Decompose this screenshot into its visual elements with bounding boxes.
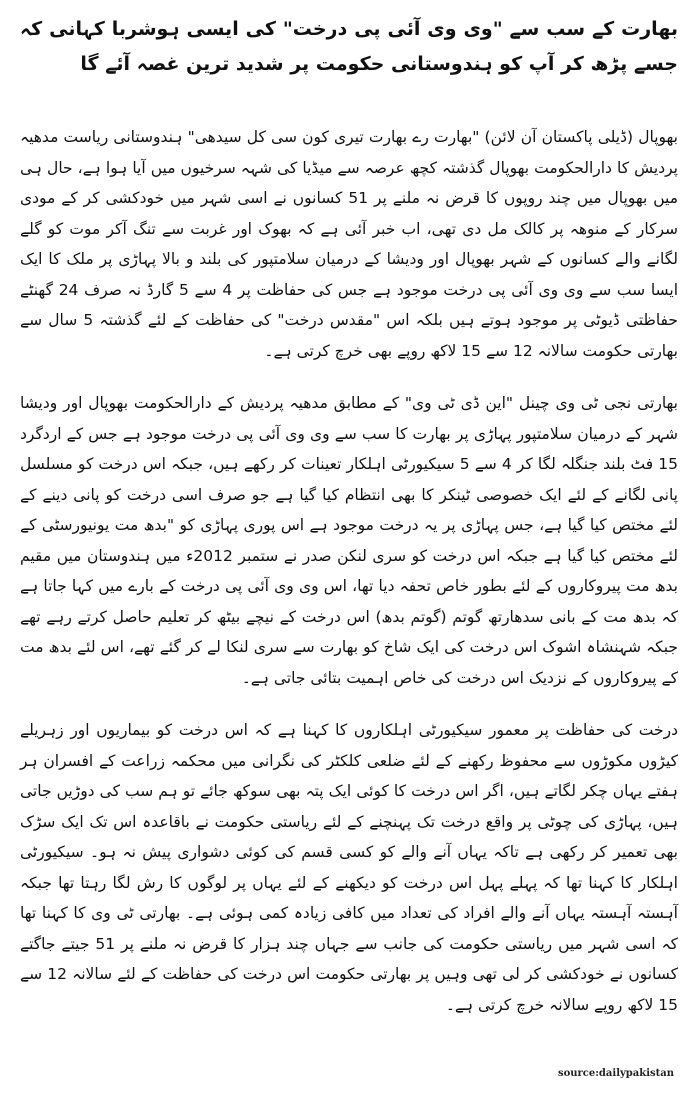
article-paragraph-3: درخت کی حفاظت پر معمور سیکیورٹی اہلکاروں کا کہنا ہے کہ اس درخت کو بیماریوں اور زہریلے کیڑوں مکوڑوں سے محفوظ رکھنے کے لئے ضلعی کلکٹر کی نگرانی میں محکمہ زراعت کے افسران ہر ہفتے یہاں چکر لگاتے ہیں، اگر اس درخت کا کوئی ایک پتہ بھی سوکھ جائے تو ہم سب کی دوڑیں جاتی ہیں، پہاڑی کی چوٹی پر واقع درخت تک پہنچنے کے لئے ریاستی حکومت نے باقاعدہ اس تک ایک سڑک بھی تعمیر کر رکھی ہے تاکہ یہاں آنے والے کو کسی قسم کی کوئی دشواری پیش نہ ہو۔ سیکیورٹی اہلکار کا کہنا تھا کہ پہلے پہل اس درخت کو دیکھنے کے لئے یہاں پر لوگوں کا رش لگا رہتا تھا جبکہ آہستہ آہستہ یہاں آنے والے افراد کی تعداد میں کافی زیادہ کمی ہوئی ہے۔ بھارتی ٹی وی کا کہنا تھا کہ اسی شہر میں ریاستی حکومت کی جانب سے جہاں چند ہزار کا قرض نہ ملنے پر 51 جیتے جاگتے کسانوں نے خودکشی کر لی تھی وہیں پر بھارتی حکومت اس درخت کی حفاظت کے لئے سالانہ 12 سے 15 لاکھ روپے سالانہ خرچ کرتی ہے۔ <box>20 721 678 1014</box>
source-credit: source:dailypakistan <box>557 1068 674 1079</box>
article-paragraph-2: بھارتی نجی ٹی وی چینل "این ڈی ٹی وی" کے مطابق مدھیہ پردیش کے دارالحکومت بھوپال اور ودیشا شہر کے درمیان سلامتپور پہاڑی پر بھارت کا سب سے وی وی آئی پی درخت موجود ہے جس کے اردگرد 15 فٹ بلند جنگلہ لگا کر 4 سے 5 سیکیورٹی اہلکار تعینات کر رکھے ہیں، جبکہ اس درخت کو مسلسل پانی لگانے کے لئے ایک خصوصی ٹینکر کا بھی انتظام کیا گیا ہے جو صرف اسی درخت کو پانی دینے کے لئے مختص کیا گیا ہے، جس پہاڑی پر یہ درخت موجود ہے اس پوری پہاڑی کو "بدھ مت یونیورسٹی کے لئے مختص کیا گیا ہے جبکہ اس درخت کو سری لنکن صدر نے ستمبر 2012ء میں ہندوستان میں مقیم بدھ مت پیروکاروں کے لئے بطور خاص تحفہ دیا تھا، اس وی وی آئی پی درخت کے بارے میں کہا جاتا ہے کہ بدھ مت کے بانی سدھارتھ گوتم (گوتم بدھ) اس درخت کے نیچے بیٹھ کر تعلیم حاصل کرتے رہے تھے جبکہ شہنشاہ اشوک اس درخت کی ایک شاخ کو بھارت سے سری لنکا لے کر گئے تھے، اس لئے بدھ مت کے پیروکاروں کے نزدیک اس درخت کی خاص اہمیت بتائی جاتی ہے۔ <box>20 394 678 687</box>
article-headline: بھارت کے سب سے "وی وی آئی پی درخت" کی ایسی ہوشربا کہانی کہ جسے پڑھ کر آپ کو ہندوستانی حکومت پر شدید ترین غصہ آئے گا <box>20 18 678 75</box>
article-paragraph-1: بھوپال (ڈیلی پاکستان آن لائن) "بھارت رے بھارت تیری کون سی کل سیدھی" ہندوستانی ریاست مدھیہ پردیش کا دارالحکومت بھوپال گذشتہ کچھ عرصہ سے میڈیا کی شہہ سرخیوں میں آیا ہوا ہے، حال ہی میں بھوپال میں چند روپوں کا قرض نہ ملنے پر 51 کسانوں نے اسی شہر میں خودکشی کر کے مودی سرکار کے منوھہ پر کالک مل دی تھی، اب خبر آئی ہے کہ بھوک اور غربت سے تنگ آکر موت کو گلے لگانے والے کسانوں کے شہر بھوپال اور ودیشا کے درمیان سلامتپور کی بلند و بالا پہاڑی پر ملک کا ایک ایسا سب سے وی وی آئی پی درخت موجود ہے جس کی حفاظت پر 4 سے 5 گارڈ نہ صرف 24 گھنٹے حفاظتی ڈیوٹی پر موجود ہوتے ہیں بلکہ اس "مقدس درخت" کی حفاظت کے لئے گذشتہ 5 سال سے بھارتی حکومت سالانہ 12 سے 15 لاکھ روپے بھی خرچ کرتی ہے۔ <box>20 128 679 360</box>
